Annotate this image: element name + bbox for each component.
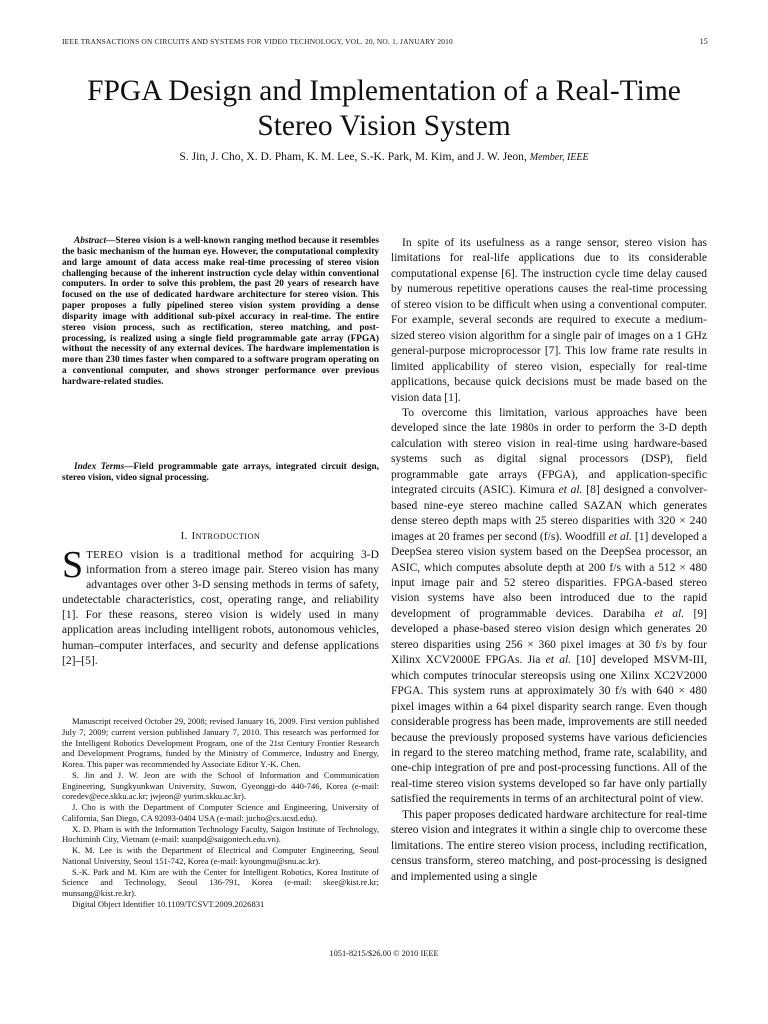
footnote-affiliation: S. Jin and J. W. Jeon are with the School of Information and Communication Engineering, Sungkyunkwan University, Suwon, Gyeonggi-do 440-746, Korea (e-mail: coredev@ece.skku.ac.kr; jwjeon@ yurim.skku.ac.kr). [62, 769, 379, 802]
abstract-text: —Stereo vision is a well-known ranging method because it resembles the basic mechanism of the human eye. However, the computational complexity and large amount of data access make real-time processing of stereo vision challenging because of the inherent instruction cycle delay within conventional computers. In order to solve this problem, the past 20 years of research have focused on the use of dedicated hardware architecture for stereo vision. This paper proposes a fully pipelined stereo vision system providing a dense disparity image with additional sub-pixel accuracy in real-time. The entire stereo vision process, such as rectification, stereo matching, and post-processing, is realized using a single field programmable gate array (FPGA) without the necessity of any external devices. The hardware implementation is more than 230 times faster when compared to a software program operating on a conventional computer, and shows stronger performance over previous hardware-related studies. [62, 236, 379, 387]
right-column-text [391, 236, 707, 885]
body-paragraph: In spite of its usefulness as a range sensor, stereo vision has limitations for real-life applications due to its considerable computational expense [6]. The instruction cycle time delay caused by numerous repetitive operations causes the real-time processing of stereo vision to be difficult when using a conventional computer. For example, several seconds are required to execute a medium-sized stereo vision algorithm for a single pair of images on a 1 GHz general-purpose microprocessor [7]. This low frame rate results in limited applicability of stereo vision, especially for real-time applications, because quick decisions must be made based on the vision data [1]. [391, 237, 707, 404]
title-line-2: Stereo Vision System [257, 110, 511, 142]
et-al: et al. [545, 654, 572, 667]
title-line-1: FPGA Design and Implementation of a Real-Time [87, 75, 681, 107]
section-number: I. [180, 531, 188, 542]
footnote-affiliation: J. Cho is with the Department of Computer Science and Engineering, University of California, San Diego, CA 92093-0404 USA (e-mail: jucho@cs.ucsd.edu). [62, 802, 379, 823]
abstract-lead: Abstract [74, 236, 107, 246]
footnotes [62, 716, 379, 910]
footnote-doi: Digital Object Identifier 10.1109/TCSVT.2009.2026831 [72, 898, 265, 909]
index-terms-text: —Field programmable gate arrays, integrated circuit design, stereo vision, video signal processing. [62, 462, 379, 483]
et-al: et al. [654, 607, 685, 620]
journal-line: IEEE TRANSACTIONS ON CIRCUITS AND SYSTEMS FOR VIDEO TECHNOLOGY, VOL. 20, NO. 1, JANUARY 2010 [62, 37, 453, 46]
text-run: [9] developed a phase-based stereo vision design which generates 20 stereo disparities using 256 × 360 pixel images at 30 f/s by four Xilinx XCV2000E FPGAs. Jia [391, 607, 707, 667]
footnote-affiliation: S.-K. Park and M. Kim are with the Center for Intelligent Robotics, Korea Institute of Science and Technology, Seoul 136-791, Korea (e-mail: skee@kist.re.kr; munsang@kist.re.kr). [62, 866, 379, 898]
section-heading-introduction [62, 531, 379, 542]
author-membership: Member, IEEE [529, 152, 589, 163]
body-paragraph [391, 406, 707, 808]
text-run: [1] developed a DeepSea stereo vision system based on the DeepSea processor, an ASIC, which computes absolute depth at 200 f/s with a 512 × 480 input image pair and 52 stereo disparities. FPGA-based stereo vision systems have also been introduced due to the rapid development of programmable devices. Darabiha [391, 530, 707, 620]
running-header [62, 37, 708, 49]
section-title-rest: NTRODUCTION [195, 532, 261, 541]
drop-cap: S [62, 544, 84, 586]
text-run: To overcome this limitation, various approaches have been developed since the late 1980s in order to perform the 3-D depth calculation with stereo vision in real-time using hardware-based systems such as digital signal processors (DSP), field programmable gate arrays (FPGA), and application-specific integrated circuits (ASIC). Kimura [391, 406, 707, 497]
text-run: [8] designed a convolver-based nine-eye stereo machine called SAZAN which generates dense stereo depth maps with 25 stereo disparities with 320 × 240 images at 20 frames per second (f/s). Woodfill [391, 484, 708, 543]
abstract [62, 236, 379, 388]
footnote-affiliation: K. M. Lee is with the Department of Electrical and Computer Engineering, Seoul National University, Seoul 151-742, Korea (e-mail: kyoungmu@snu.ac.kr). [62, 845, 379, 866]
index-terms-lead: Index Terms [74, 462, 125, 472]
index-terms [62, 462, 379, 484]
footnote-affiliation: X. D. Pham is with the Information Technology Faculty, Saigon Institute of Technology, Hochiminh City, Vietnam (e-mail: xuanpd@saigontech.edu.vn). [62, 823, 379, 845]
copyright-footer: 1051-8215/$26.00 © 2010 IEEE [329, 949, 439, 958]
author-list [40, 150, 728, 163]
et-al: et al. [608, 530, 632, 543]
section-initial: I [191, 531, 196, 542]
intro-small-caps: TEREO [86, 549, 124, 561]
body-paragraph: This paper proposes dedicated hardware architecture for real-time stereo vision and integrates it within a single chip to overcome these limitations. The entire stereo vision process, including rectification, census transform, stereo matching, and post-processing is designed and implemented using a single [391, 808, 707, 883]
et-al: et al. [558, 484, 583, 497]
author-names: S. Jin, J. Cho, X. D. Pham, K. M. Lee, S.-K. Park, M. Kim, and J. W. Jeon, [179, 150, 527, 163]
page-number: 15 [699, 37, 708, 46]
intro-text: vision is a traditional method for acquiring 3-D information from a stereo image pair. Stereo vision has many advantages over other 3-D sensing methods in terms of safety, undetectable characteristics, cost, operating range, and reliability [1]. For these reasons, stereo vision is widely used in many application areas including intelligent robots, autonomous vehicles, human–computer interfaces, and security and defense applications [2]–[5]. [62, 549, 379, 667]
introduction-paragraph [62, 544, 379, 669]
text-run: [10] developed MSVM-III, which computes trinocular stereopsis using one Xilinx XC2V2000 FPGA. This system runs at approximately 30 f/s with 640 × 480 pixel images within a 64 pixel disparity search range. Even though considerable progress has been made, improvements are still needed because the previously proposed systems have various deficiencies in regard to the stereo matching method, frame rate, scalability, and one-chip integration of pre and post-processing functions. All of the real-time stereo vision systems developed so far have only partially satisfied the requirements in terms of an architectural point of view. [391, 654, 708, 806]
footnote-manuscript: Manuscript received October 29, 2008; revised January 16, 2009. First version published July 7, 2009; current version published January 7, 2010. This research was performed for the Intelligent Robotics Development Program, one of the 21st Century Frontier Research and Development Programs, funded by the Ministry of Commerce, Industry and Energy, Korea. This paper was recommended by Associate Editor Y.-K. Chen. [62, 716, 379, 769]
paper-title [40, 74, 728, 144]
